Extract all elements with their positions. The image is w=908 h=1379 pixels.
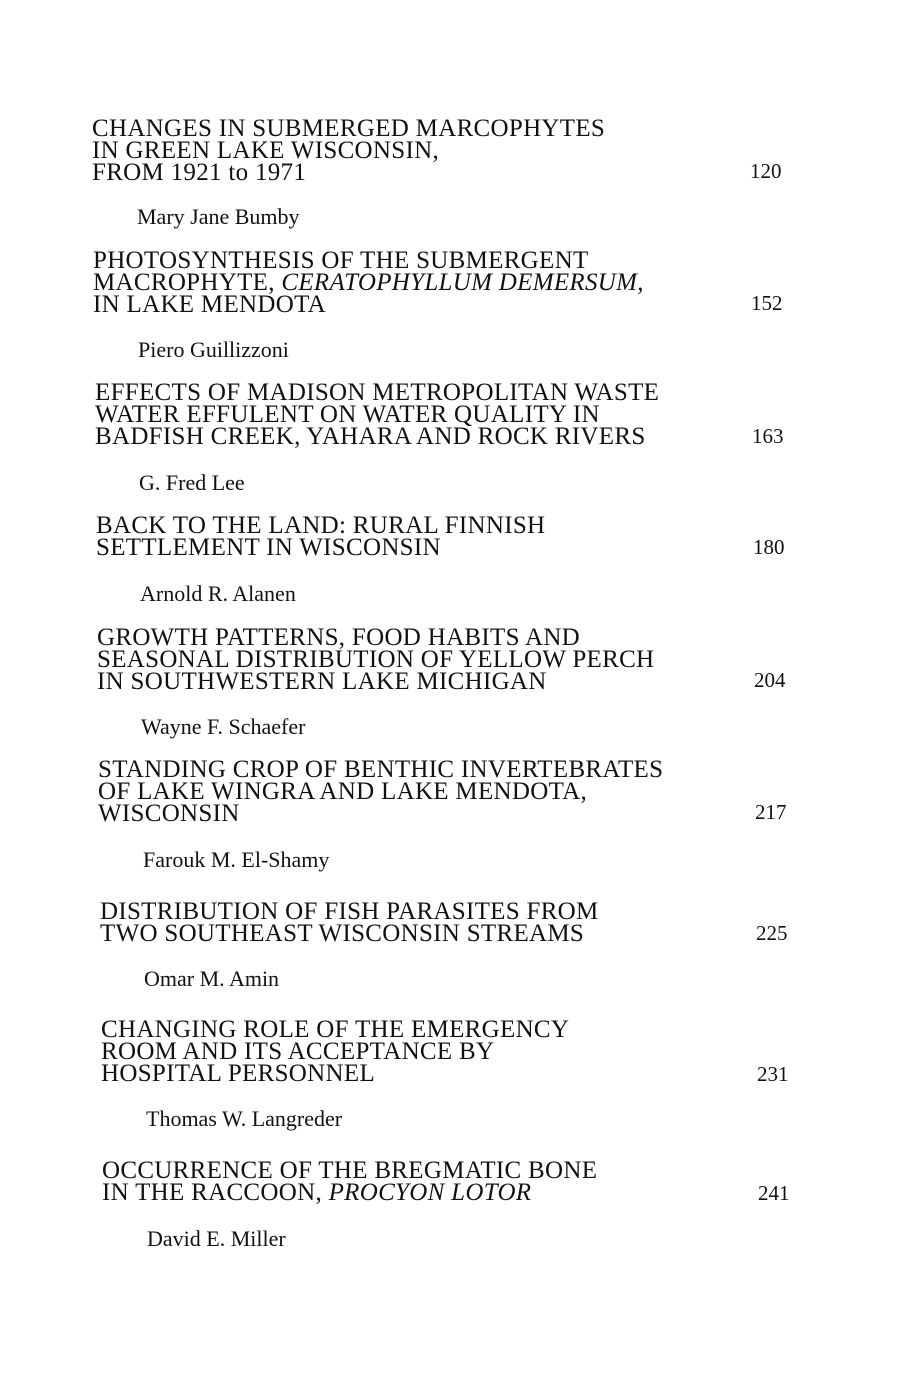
title-line [101, 1060, 569, 1087]
title-text: HOSPITAL PERSONNEL [101, 1060, 376, 1087]
title-text: SETTLEMENT IN WISCONSIN [96, 534, 441, 561]
page-number: 241 [758, 1181, 790, 1205]
title-text: DISTRIBUTION OF FISH PARASITES FROM [100, 898, 599, 925]
title-text: IN GREEN LAKE WISCONSIN, [92, 137, 439, 164]
title-text: SEASONAL DISTRIBUTION OF YELLOW PERCH [97, 646, 655, 673]
title-text: GROWTH PATTERNS, FOOD HABITS AND [97, 624, 581, 651]
title-text: STANDING CROP OF BENTHIC INVERTEBRATES [98, 756, 664, 783]
title-text: IN THE RACCOON, [102, 1179, 329, 1206]
title-text: IN SOUTHWESTERN LAKE MICHIGAN [97, 668, 547, 695]
title-line [98, 800, 663, 827]
entry-author: Mary Jane Bumby [137, 204, 300, 229]
title-line [92, 159, 605, 186]
title-text: BACK TO THE LAND: RURAL FINNISH [96, 512, 546, 539]
title-text: WATER EFFULENT ON WATER QUALITY IN [95, 401, 600, 428]
entry-author: Wayne F. Schaefer [141, 714, 306, 739]
title-text: CHANGES IN SUBMERGED MARCOPHYTES [92, 115, 606, 142]
entry-title [97, 624, 655, 695]
title-text: OCCURRENCE OF THE BREGMATIC BONE [102, 1157, 598, 1184]
entry-author: Arnold R. Alanen [140, 581, 296, 606]
title-text: EFFECTS OF MADISON METROPOLITAN WASTE [95, 379, 660, 406]
title-line [95, 423, 659, 450]
entry-title [98, 756, 664, 827]
entry-author: Farouk M. El-Shamy [143, 847, 330, 872]
title-text: BADFISH CREEK, YAHARA AND ROCK RIVERS [95, 423, 646, 450]
entry-author: Thomas W. Langreder [146, 1106, 343, 1131]
title-line [93, 291, 644, 318]
title-line [96, 534, 545, 561]
title-line [97, 668, 654, 695]
entry-title [92, 115, 606, 186]
entry-author: Omar M. Amin [144, 966, 280, 991]
title-text: CHANGING ROLE OF THE EMERGENCY [101, 1016, 570, 1043]
title-italic-text: PROCYON LOTOR [328, 1179, 532, 1206]
title-line [102, 1179, 597, 1206]
page-number: 225 [756, 921, 788, 945]
title-italic-text: CERATOPHYLLUM DEMERSUM, [281, 269, 644, 296]
entry-author: G. Fred Lee [139, 470, 245, 495]
title-text: ROOM AND ITS ACCEPTANCE BY [101, 1038, 495, 1065]
title-text: FROM 1921 to 1971 [92, 159, 307, 186]
entry-title [102, 1157, 598, 1206]
title-text: MACROPHYTE, [93, 269, 282, 296]
page-number: 217 [755, 800, 787, 824]
title-text: TWO SOUTHEAST WISCONSIN STREAMS [100, 920, 585, 947]
entry-title [100, 898, 599, 947]
title-line [100, 920, 599, 947]
page-number: 180 [753, 535, 785, 559]
entry-title [93, 247, 644, 318]
title-text: WISCONSIN [98, 800, 240, 827]
page-number: 163 [752, 424, 784, 448]
title-text: PHOTOSYNTHESIS OF THE SUBMERGENT [93, 247, 589, 274]
entry-author: David E. Miller [147, 1226, 286, 1251]
entry-title [96, 512, 546, 561]
entry-title [95, 379, 660, 450]
page-number: 231 [757, 1062, 789, 1086]
page-number: 204 [754, 668, 786, 692]
page-number: 152 [751, 291, 783, 315]
title-text: IN LAKE MENDOTA [93, 291, 327, 318]
page-number: 120 [750, 159, 782, 183]
entry-author: Piero Guillizzoni [138, 337, 289, 362]
title-text: OF LAKE WINGRA AND LAKE MENDOTA, [98, 778, 588, 805]
entry-title [101, 1016, 570, 1087]
